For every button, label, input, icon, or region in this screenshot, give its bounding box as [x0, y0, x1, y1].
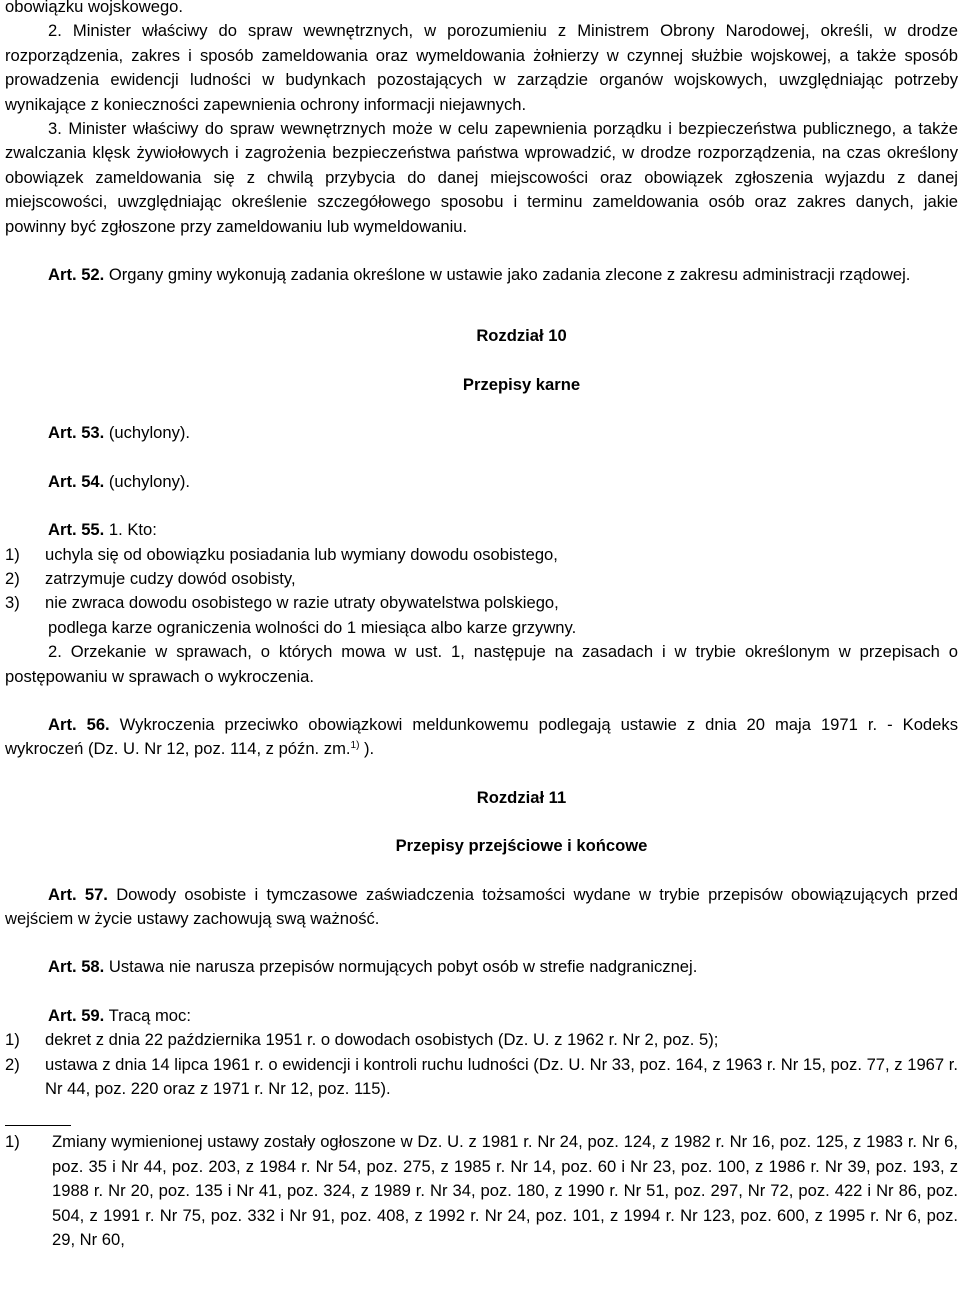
footnote-text: Zmiany wymienionej ustawy zostały ogłoszone w Dz. U. z 1981 r. Nr 24, poz. 124, z 1982 r. Nr 16, poz. 125, z 1983 r. Nr 6, poz. 35 i Nr 44, poz. 203, z 1984 r. Nr 54, poz. 275, z 1985 r. Nr 14, poz. 60 i Nr 23, poz. 100, z 1986 r. Nr 39, poz. 193, z 1988 r. Nr 20, poz. 135 i Nr 41, poz. 324, z 1989 r. Nr 34, poz. 180, z 1990 r. Nr 51, poz. 297, Nr 72, poz. 422 i Nr 86, poz. 504, z 1991 r. Nr 75, poz. 332 i Nr 91, poz. 408, z 1992 r. Nr 24, poz. 101, z 1994 r. Nr 123, poz. 600, z 1995 r. Nr 6, poz. 29, Nr 60, — [52, 1132, 958, 1250]
art57 — [5, 883, 958, 932]
list-item-text: zatrzymuje cudzy dowód osobisty, — [45, 568, 296, 588]
chapter-11-number: Rozdział 11 — [476, 787, 567, 807]
list-item-number: 3) — [5, 593, 20, 613]
art53-text: (uchylony). — [104, 423, 191, 443]
footnote-separator — [5, 1125, 71, 1126]
chapter-10-title: Przepisy karne — [462, 374, 581, 394]
art55-lead: 1. Kto: — [104, 520, 157, 540]
art55-paragraph-2: 2. Orzekanie w sprawach, o których mowa w ust. 1, następuje na zasadach i w trybie określonym w przepisach o postępowaniu w sprawach o wykroczenia. — [5, 642, 958, 686]
art54-label: Art. 54. — [48, 471, 105, 491]
document-page — [5, 0, 958, 1252]
spacer — [5, 762, 958, 786]
list-item-number: 1) — [5, 544, 20, 564]
art54 — [5, 470, 958, 494]
footnote — [5, 1130, 958, 1252]
spacer — [5, 311, 958, 324]
list-item-text: ustawa z dnia 14 lipca 1961 r. o ewidencji i kontroli ruchu ludności (Dz. U. Nr 33, poz. 164, z 1963 r. Nr 15, poz. 77, z 1967 r. Nr 44, poz. 220 oraz z 1971 r. Nr 12, poz. 115). — [45, 1054, 958, 1098]
art59-label: Art. 59. — [48, 1005, 105, 1025]
art59-lead: Tracą moc: — [104, 1005, 191, 1025]
art52-text: Organy gminy wykonują zadania określone w ustawie jako zadania zlecone z zakresu administracji rządowej. — [104, 265, 911, 285]
art55 — [5, 518, 958, 542]
spacer — [5, 494, 958, 518]
art55-label: Art. 55. — [48, 520, 105, 540]
art53-label: Art. 53. — [48, 423, 105, 443]
spacer — [5, 349, 958, 373]
art57-label: Art. 57. — [48, 884, 108, 904]
art52-label: Art. 52. — [48, 265, 105, 285]
spacer — [5, 239, 958, 263]
art58-label: Art. 58. — [48, 957, 105, 977]
footnote-number: 1) — [5, 1132, 20, 1152]
list-item-text: dekret z dnia 22 października 1951 r. o dowodach osobistych (Dz. U. z 1962 r. Nr 2, poz. 5); — [45, 1030, 719, 1050]
spacer — [5, 689, 958, 713]
list-item-number: 2) — [5, 1054, 20, 1074]
spacer — [5, 446, 958, 470]
spacer — [5, 931, 958, 955]
art51-paragraph-3: 3. Minister właściwy do spraw wewnętrznych może w celu zapewnienia porządku i bezpieczeństwa publicznego, a także zwalczania klęsk żywiołowych i zagrożenia bezpieczeństwa państwa wprowadzić, w drodze rozporządzenia, na czas określony obowiązek zameldowania się z chwilą przybycia do danej miejscowości oraz obowiązek zgłoszenia wyjazdu z danej miejscowości, uwzględniając określenie szczegółowego sposobu i terminu zameldowania osób oraz zakres danych, jakie powinny być zgłoszone przy zameldowaniu lub wymeldowaniu. — [5, 119, 958, 236]
art56-label: Art. 56. — [48, 714, 110, 734]
art52 — [5, 263, 958, 287]
art51-paragraph-2: 2. Minister właściwy do spraw wewnętrznych, w porozumieniu z Ministrem Obrony Narodowej, określi, w drodze rozporządzenia, zakres i sposób zameldowania oraz wymeldowania żołnierzy w czynnej służbie wojskowej, a także sposób prowadzenia ewidencji ludności w budynkach pozostających w zarządzie organów wojskowych, uwzględniając potrzeby wynikające z konieczności zapewnienia ochrony informacji niejawnych. — [5, 21, 958, 114]
spacer — [5, 397, 958, 421]
art54-text: (uchylony). — [104, 471, 191, 491]
art53 — [5, 421, 958, 445]
art58 — [5, 955, 958, 979]
list-item — [5, 1028, 958, 1052]
chapter-11-title: Przepisy przejściowe i końcowe — [395, 836, 648, 856]
art55-list — [5, 543, 958, 616]
art56 — [5, 713, 958, 762]
spacer — [5, 287, 958, 311]
spacer — [5, 859, 958, 883]
list-item-text: uchyla się od obowiązku posiadania lub wymiany dowodu osobistego, — [45, 544, 558, 564]
art56-text: Wykroczenia przeciwko obowiązkowi meldunkowemu podlegają ustawie z dnia 20 maja 1971 r. - Kodeks wykroczeń (Dz. U. Nr 12, poz. 114, z późn. zm. — [5, 714, 958, 759]
art59-list — [5, 1028, 958, 1101]
spacer — [5, 980, 958, 1004]
footnote-reference[interactable]: 1) — [350, 740, 360, 752]
list-item — [5, 1053, 958, 1102]
list-item-text: nie zwraca dowodu osobistego w razie utraty obywatelstwa polskiego, — [45, 593, 559, 613]
list-item — [5, 591, 958, 615]
spacer — [5, 810, 958, 834]
art58-text: Ustawa nie narusza przepisów normujących pobyt osób w strefie nadgranicznej. — [104, 957, 698, 977]
art55-penalty: podlega karze ograniczenia wolności do 1 miesiąca albo karze grzywny. — [48, 617, 577, 637]
list-item-number: 1) — [5, 1030, 20, 1050]
chapter-10-number: Rozdział 10 — [476, 326, 567, 346]
art59 — [5, 1004, 958, 1028]
list-item — [5, 567, 958, 591]
list-item — [5, 543, 958, 567]
paragraph-continuation: obowiązku wojskowego. — [5, 0, 184, 16]
art57-text: Dowody osobiste i tymczasowe zaświadczenia tożsamości wydane w trybie przepisów obowiązujących przed wejściem w życie ustawy zachowują swą ważność. — [5, 884, 958, 928]
list-item-number: 2) — [5, 568, 20, 588]
art56-tail: ). — [359, 739, 375, 759]
